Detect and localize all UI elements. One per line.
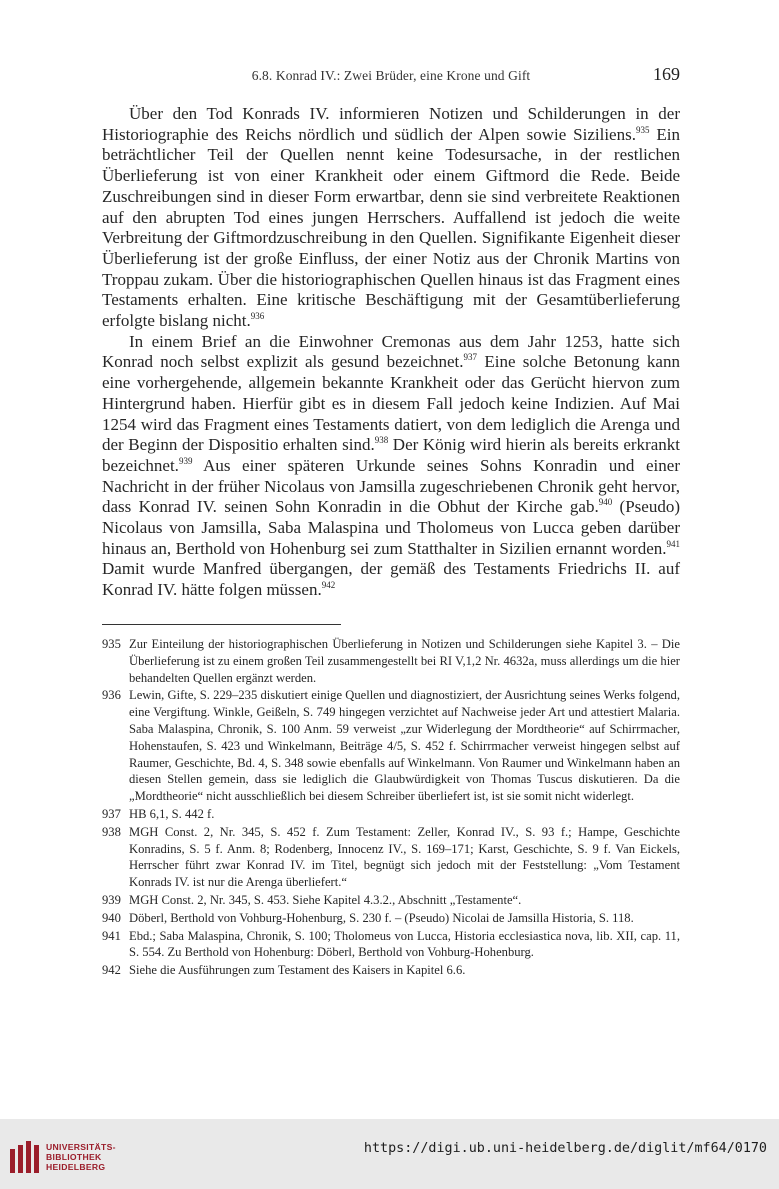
footnote bbox=[102, 892, 680, 909]
footnotes bbox=[102, 636, 680, 980]
footnote-text: Lewin, Gifte, S. 229–235 diskutiert einige Quellen und diagnostiziert, der Ausrichtung seines Werks folgend, eine Vergiftung. Winkle, Geißeln, S. 749 hingegen verzichtet auf Nachweise jeder Art und attestiert Malaria. Saba Malaspina, Chronik, S. 100 Anm. 59 verweist „zur Widerlegung der Mordtheorie“ auf Schirrmacher, Hohenstaufen, S. 423 und Winkelmann, Beiträge 4/5, S. 452 f. Schirrmacher verweist hingegen selbst auf Raumer, Geschichte, Bd. 4, S. 348 sowie ebenfalls auf Winkelmann. Von Raumer und Winkelmann haben an diesen Stellen gemein, dass sie lediglich die Glaubwürdigkeit von Thomas Tuscus diskutieren. Da die „Mordtheorie“ nicht ausschließlich bei diesem Schreiber überliefert ist, ist sie somit nicht widerlegt. bbox=[129, 688, 680, 804]
footnote-text: MGH Const. 2, Nr. 345, S. 453. Siehe Kapitel 4.3.2., Abschnitt „Testamente“. bbox=[129, 892, 522, 907]
logo-line: UNIVERSITÄTS- bbox=[46, 1142, 116, 1152]
footnote bbox=[102, 910, 680, 927]
footnote bbox=[102, 806, 680, 823]
paragraph-text: Ein beträchtlicher Teil der Quellen nennt keine Todesursache, in der restlichen Überlieferung ist von einer Krankheit oder einem Giftmord die Rede. Beide Zuschreibungen sind in dieser Form erwartbar, denn sie sind verbreitete Reaktionen auf den abrupten Tod eines jungen Herrschers. Auffallend ist jedoch die weite Verbreitung der Giftmordzuschreibung in den Quellen. Signifikante Eigenheit dieser Überlieferung ist der große Einfluss, der einer Notiz aus der Chronik Martins von Troppau zukam. Über die historiographischen Quellen hinaus ist das Fragment eines Testaments erhalten. Eine kritische Beschäftigung mit der Gesamtüberlieferung erfolgte bislang nicht. bbox=[102, 124, 680, 331]
footnote-ref[interactable]: 938 bbox=[374, 435, 389, 446]
running-head: 6.8. Konrad IV.: Zwei Brüder, eine Krone und Gift bbox=[251, 68, 531, 83]
paragraph-text: Eine solche Betonung kann eine vorhergehende, allgemein bekannte Krankheit oder das Gerücht hiervon zum Hintergrund haben. Hierfür gibt es in diesem Fall jedoch keine Indizien. Auf Mai 1254 wird das Fragment eines Testaments datiert, von dem lediglich die Arenga und der Beginn der Dispositio erhalten sind. bbox=[102, 352, 680, 455]
footnote-text: MGH Const. 2, Nr. 345, S. 452 f. Zum Testament: Zeller, Konrad IV., S. 93 f.; Hampe, Geschichte Konradins, S. 5 f. Anm. 8; Rodenberg, Innocenz IV., S. 169–171; Karst, Geschichte, S. 9 f. Van Eickels, Herrscher führt zwar Konrad IV. im Titel, begnügt sich jedoch mit der Feststellung: „Vom Testament Konrads IV. ist nur die Arenga überliefert.“ bbox=[129, 824, 680, 890]
university-seal-icon[interactable] bbox=[9, 1140, 41, 1174]
footnote-ref[interactable]: 941 bbox=[666, 538, 680, 549]
library-logo-text[interactable] bbox=[46, 1142, 116, 1172]
footer-bar bbox=[0, 1119, 779, 1189]
paragraph-1 bbox=[102, 104, 680, 332]
footnote-ref[interactable]: 940 bbox=[598, 497, 613, 508]
footnote-number: 940 bbox=[102, 910, 121, 925]
footer-url-link[interactable]: https://digi.ub.uni-heidelberg.de/diglit/mf64/0170 bbox=[363, 1141, 767, 1156]
paragraph-text: Der König wird hierin als bereits erkrankt bezeichnet. bbox=[102, 435, 680, 475]
paragraph-text: Über den Tod Konrads IV. informieren Notizen und Schilderungen in der Historiographie des Reichs nördlich und südlich der Alpen sowie Siziliens. bbox=[102, 104, 680, 144]
footnote-number: 935 bbox=[102, 637, 121, 651]
footnote-number: 942 bbox=[102, 963, 121, 978]
paragraph-text: In einem Brief an die Einwohner Cremonas aus dem Jahr 1253, hatte sich Konrad noch selbst explizit als gesund bezeichnet. bbox=[102, 331, 680, 372]
logo-line: BIBLIOTHEK bbox=[46, 1152, 102, 1162]
paragraph-text: Aus einer späteren Urkunde seines Sohns Konradin und einer Nachricht in der früher Nicolaus von Jamsilla zugeschriebenen Chronik geht hervor, dass Konrad IV. seinen Sohn Konradin in die Obhut der Kirche gab. bbox=[102, 455, 680, 517]
footnote-number: 938 bbox=[102, 824, 121, 839]
footnote-ref[interactable]: 942 bbox=[321, 580, 336, 591]
paragraph-text: Damit wurde Manfred übergangen, der gemäß des Testaments Friedrichs II. auf Konrad IV. hätte folgen müssen. bbox=[102, 559, 680, 600]
footnote-number: 939 bbox=[102, 892, 121, 907]
footnote-ref[interactable]: 935 bbox=[635, 124, 650, 135]
logo-line: HEIDELBERG bbox=[46, 1162, 106, 1172]
footnote-ref[interactable]: 937 bbox=[463, 352, 478, 363]
footnote bbox=[102, 687, 680, 805]
footnote-text: Döberl, Berthold von Vohburg-Hohenburg, S. 230 f. – (Pseudo) Nicolai de Jamsilla Historia, S. 118. bbox=[129, 910, 634, 925]
page-number: 169 bbox=[653, 64, 680, 84]
footnote bbox=[102, 824, 680, 891]
footnote bbox=[102, 928, 680, 962]
footnote-number: 941 bbox=[102, 928, 121, 943]
footnote-text: HB 6,1, S. 442 f. bbox=[129, 806, 215, 821]
footnote-text: Siehe die Ausführungen zum Testament des Kaisers in Kapitel 6.6. bbox=[129, 963, 466, 978]
footnote-number: 936 bbox=[102, 688, 121, 703]
footnote-ref[interactable]: 936 bbox=[250, 311, 265, 322]
footnote-text: Zur Einteilung der historiographischen Überlieferung in Notizen und Schilderungen siehe Kapitel 3. – Die Überlieferung ist zu einem großen Teil zusammengestellt bei RI V,1,2 Nr. 4632a, muss allerdings um die hier behandelten Quellen ergänzt werden. bbox=[129, 637, 680, 685]
main-text bbox=[102, 104, 680, 601]
paragraph-2 bbox=[102, 332, 680, 601]
paragraph-text: (Pseudo) Nicolaus von Jamsilla, Saba Malaspina und Tholomeus von Lucca geben darüber hinaus an, Berthold von Hohenburg sei zum Statthalter in Sizilien ernannt worden. bbox=[102, 497, 680, 558]
footnote-ref[interactable]: 939 bbox=[178, 455, 193, 466]
footnote-text: Ebd.; Saba Malaspina, Chronik, S. 100; Tholomeus von Lucca, Historia ecclesiastica nova, lib. XII, cap. 11, S. 554. Zu Berthold von Hohenburg: Döberl, Berthold von Vohburg-Hohenburg. bbox=[129, 928, 680, 960]
footnote bbox=[102, 636, 680, 686]
page-header bbox=[102, 64, 680, 88]
footnote bbox=[102, 962, 680, 979]
footnote-number: 937 bbox=[102, 806, 121, 821]
footnote-divider bbox=[102, 624, 341, 625]
